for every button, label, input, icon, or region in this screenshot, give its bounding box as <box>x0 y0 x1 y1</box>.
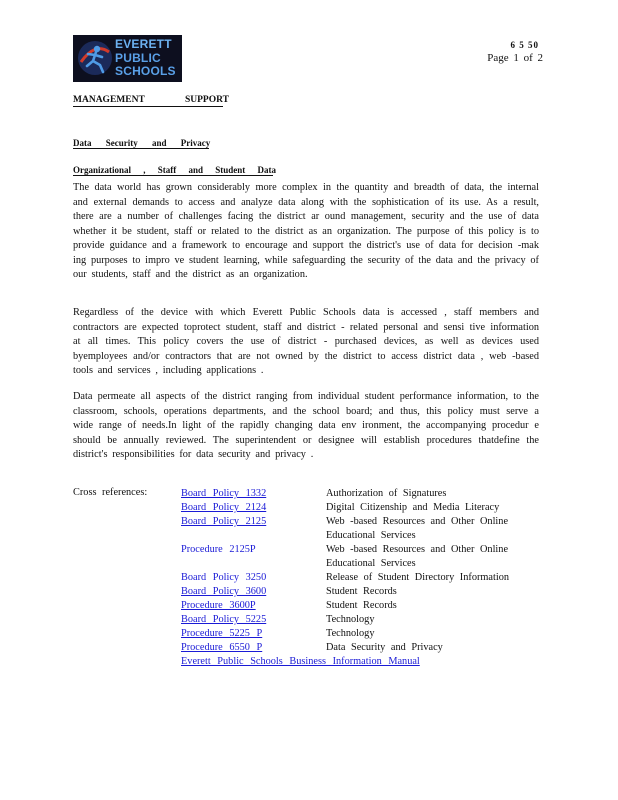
body-paragraph: Data permeate all aspects of the district ranging from individual student performance information, to the classroom, schools, operations departments, and the school board; and thus, this policy must serve a wide range of needs.In light of the rapidly changing data env ironment, the accompanying procedur e should be annually reviewed. The superintendent or designee will establish procedures thatdefine the district's responsibilities for data security and privacy . <box>73 391 539 460</box>
cross-reference-item <box>181 655 541 669</box>
cross-reference-description: Authorization of Signatures <box>326 488 447 499</box>
cross-reference-item <box>181 627 541 641</box>
cross-reference-link[interactable]: Board Policy 3600 <box>181 586 267 597</box>
cross-reference-item <box>181 515 541 543</box>
body-paragraph: The data world has grown considerably more complex in the quantity and breadth of data, the internal and external demands to access and analyze data along with the sophistication of its use. As a result, there are a number of challenges facing the district ar ound management, security and the use of data whether it be student, staff or related to the district as an organization. The purpose of this policy is to provide guidance and a framework to encourage and support the district's use of data for decision -mak ing purposes to impro ve student learning, while safeguarding the security of the data and the privacy of our students, staff and the district as an organization. <box>73 182 539 280</box>
cross-reference-item <box>181 641 541 655</box>
cross-reference-link[interactable]: Board Policy 2124 <box>181 502 267 513</box>
cross-reference-item <box>181 543 541 571</box>
cross-reference-description: Web -based Resources and Other Online Educational Services <box>326 516 509 541</box>
logo-line: PUBLIC <box>115 50 161 65</box>
cross-reference-item <box>181 585 541 599</box>
cross-reference-description: Technology <box>326 628 375 639</box>
cross-reference-item <box>181 571 541 585</box>
section-heading: MANAGEMENT SUPPORT <box>73 95 229 105</box>
cross-reference-link[interactable]: Board Policy 5225 <box>181 614 267 625</box>
cross-reference-link[interactable]: Everett Public Schools Business Information Manual <box>181 656 420 667</box>
cross-reference-item <box>181 487 541 501</box>
logo-line: EVERETT <box>115 37 172 51</box>
cross-reference-description: Digital Citizenship and Media Literacy <box>326 502 500 513</box>
district-logo <box>73 35 182 82</box>
cross-reference-item <box>181 599 541 613</box>
cross-reference-description: Web -based Resources and Other Online Educational Services <box>326 544 509 569</box>
page-count: Page 1 of 2 <box>487 52 543 64</box>
cross-reference-description: Release of Student Directory Information <box>326 572 509 583</box>
cross-reference-item <box>181 613 541 627</box>
cross-reference-description: Student Records <box>326 586 397 597</box>
cross-reference-link[interactable]: Procedure 5225 P <box>181 628 263 639</box>
policy-number: 6 5 50 <box>510 40 539 50</box>
runner-logo-icon <box>75 38 115 78</box>
cross-reference-description: Technology <box>326 614 375 625</box>
cross-reference-link[interactable]: Procedure 6550 P <box>181 642 263 653</box>
cross-reference-description: Student Records <box>326 600 397 611</box>
cross-references-label: Cross references: <box>73 487 148 498</box>
cross-reference-link[interactable]: Board Policy 1332 <box>181 488 267 499</box>
cross-reference-link[interactable]: Procedure 3600P <box>181 600 256 611</box>
body-paragraph: Regardless of the device with which Everett Public Schools data is accessed , staff members and contractors are expected toprotect student, staff and district - related personal and sensi tive information at all times. This policy covers the use of district - purchased devices, as well as devices used byemployees and/or contractors that are not owned by the district to access district data , web -based tools and services , including applications . <box>73 307 539 376</box>
policy-title: Data Security and Privacy <box>73 138 211 148</box>
cross-references-list <box>181 487 541 669</box>
cross-reference-link[interactable]: Board Policy 3250 <box>181 572 267 583</box>
policy-subtitle: Organizational , Staff and Student Data <box>73 165 277 175</box>
cross-reference-description: Data Security and Privacy <box>326 642 443 653</box>
cross-reference-link[interactable]: Procedure 2125P <box>181 544 256 555</box>
cross-reference-item <box>181 501 541 515</box>
cross-reference-link[interactable]: Board Policy 2125 <box>181 516 267 527</box>
logo-line: SCHOOLS <box>115 64 176 78</box>
logo-wordmark <box>115 38 181 79</box>
